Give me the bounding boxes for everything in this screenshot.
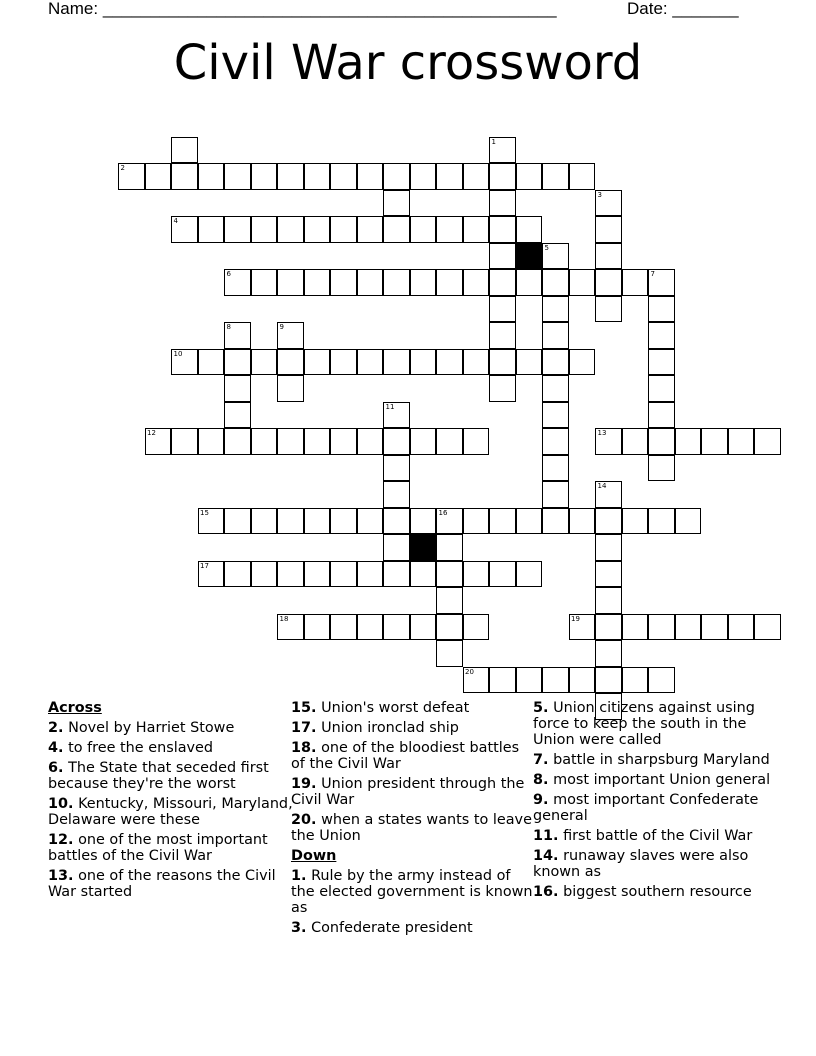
clue-text: Union's worst defeat [321,700,470,716]
clue-number-label: 5. [533,700,549,716]
crossword-cell[interactable] [304,428,331,455]
crossword-cell[interactable] [648,614,675,641]
crossword-cell[interactable] [463,349,490,376]
crossword-cell[interactable] [251,163,278,190]
crossword-cell[interactable] [383,216,410,243]
crossword-cell[interactable] [542,269,569,296]
crossword-cell[interactable] [648,269,675,296]
clue-number: 12 [147,429,156,437]
crossword-cell[interactable] [489,349,516,376]
crossword-cell[interactable] [436,508,463,535]
crossword-cell[interactable] [542,296,569,323]
crossword-cell[interactable] [489,296,516,323]
name-label: Name: [48,0,99,18]
crossword-cell[interactable] [489,375,516,402]
crossword-cell[interactable] [251,349,278,376]
crossword-cell[interactable] [410,508,437,535]
date-label: Date: [627,0,668,18]
clue-text: The State that seceded first because they're the worst [48,760,269,792]
clue-number-label: 4. [48,740,64,756]
clue-item [533,848,778,880]
crossword-cell[interactable] [463,561,490,588]
crossword-cell[interactable] [436,587,463,614]
clue-number-label: 17. [291,720,317,736]
crossword-cell[interactable] [648,402,675,429]
crossword-cell[interactable] [383,269,410,296]
crossword-cell[interactable] [304,561,331,588]
clue-text: most important Union general [553,772,771,788]
crossword-cell[interactable] [542,375,569,402]
crossword-cell[interactable] [277,614,304,641]
crossword-cell[interactable] [198,561,225,588]
crossword-cell[interactable] [410,163,437,190]
crossword-cell[interactable] [436,349,463,376]
crossword-cell[interactable] [436,561,463,588]
clue-item [48,720,293,736]
crossword-cell[interactable] [383,163,410,190]
crossword-cell[interactable] [728,614,755,641]
crossword-cell[interactable] [542,243,569,270]
clue-item [533,792,778,824]
crossword-cell[interactable] [463,163,490,190]
crossword-cell[interactable] [198,216,225,243]
crossword-cell[interactable] [675,508,702,535]
clue-number: 5 [544,243,549,252]
crossword-cell[interactable] [595,269,622,296]
crossword-cell[interactable] [277,428,304,455]
crossword-cell[interactable] [383,561,410,588]
clue-number-label: 8. [533,772,549,788]
crossword-cell[interactable] [118,163,145,190]
crossword-cell[interactable] [648,322,675,349]
clue-number-label: 12. [48,832,74,848]
clue-item [533,828,778,844]
crossword-cell[interactable] [251,561,278,588]
crossword-cell[interactable] [171,137,198,164]
crossword-cell[interactable] [516,561,543,588]
clue-item [291,868,536,916]
clue-text: Union president through the Civil War [291,776,525,808]
crossword-cell[interactable] [595,428,622,455]
crossword-cell[interactable] [542,349,569,376]
crossword-cell[interactable] [648,296,675,323]
crossword-cell[interactable] [304,163,331,190]
clue-number: 17 [200,561,209,570]
crossword-cell[interactable] [224,322,251,349]
clue-item [48,832,293,864]
crossword-cell[interactable] [410,269,437,296]
clue-number: 2 [120,164,125,172]
clue-item [291,740,536,772]
crossword-cell[interactable] [701,614,728,641]
crossword-cell[interactable] [304,269,331,296]
crossword-cell[interactable] [489,243,516,270]
clue-number-label: 3. [291,920,307,936]
crossword-cell[interactable] [754,614,781,641]
crossword-cell[interactable] [251,269,278,296]
crossword-cell[interactable] [224,508,251,535]
crossword-cell[interactable] [330,508,357,535]
crossword-cell[interactable] [463,269,490,296]
crossword-cell[interactable] [595,296,622,323]
crossword-cell[interactable] [489,163,516,190]
crossword-cell[interactable] [145,163,172,190]
section-heading: Down [291,848,337,864]
crossword-cell[interactable] [277,163,304,190]
crossword-cell[interactable] [542,428,569,455]
crossword-cell[interactable] [198,508,225,535]
clue-text: Union citizens against using force to keep the south in the Union were called [533,700,755,748]
crossword-cell[interactable] [648,455,675,482]
crossword-cell[interactable] [198,428,225,455]
crossword-cell[interactable] [516,163,543,190]
clue-number: 9 [279,323,284,331]
crossword-cell[interactable] [595,216,622,243]
crossword-cell[interactable] [224,269,251,296]
crossword-cell[interactable] [251,508,278,535]
clue-text: Rule by the army instead of the elected government is known as [291,868,533,916]
clue-number: 6 [226,270,231,278]
crossword-cell[interactable] [330,163,357,190]
crossword-cell[interactable] [622,614,649,641]
clue-item [533,884,778,900]
clue-item [291,720,536,736]
clue-number: 14 [597,482,607,490]
crossword-cell[interactable] [516,349,543,376]
crossword-cell[interactable] [171,349,198,376]
crossword-cell[interactable] [701,428,728,455]
crossword-cell[interactable] [224,428,251,455]
clue-text: one of the most important battles of the Civil War [48,832,268,864]
clue-number-label: 20. [291,812,317,828]
crossword-cell[interactable] [330,216,357,243]
crossword-cell[interactable] [463,428,490,455]
crossword-cell[interactable] [357,269,384,296]
clue-number: 19 [571,614,580,623]
clue-number-label: 6. [48,760,64,776]
crossword-cell[interactable] [224,349,251,376]
crossword-cell[interactable] [383,534,410,561]
crossword-cell[interactable] [516,508,543,535]
clue-item [533,772,778,788]
crossword-cell[interactable] [489,508,516,535]
crossword-cell[interactable] [489,216,516,243]
crossword-cell[interactable] [569,269,596,296]
crossword-cell[interactable] [304,349,331,376]
clue-number: 8 [226,323,231,331]
crossword-cell[interactable] [277,561,304,588]
crossword-cell[interactable] [330,561,357,588]
clue-text: first battle of the Civil War [563,828,753,844]
crossword-cell[interactable] [277,349,304,376]
clue-text: one of the bloodiest battles of the Civil War [291,740,520,772]
crossword-cell[interactable] [357,614,384,641]
crossword-cell[interactable] [463,667,490,694]
clue-item [533,700,778,748]
crossword-cell[interactable] [436,640,463,667]
crossword-cell[interactable] [516,216,543,243]
crossword-cell[interactable] [489,269,516,296]
crossword-cell[interactable] [357,561,384,588]
crossword-cell[interactable] [410,561,437,588]
crossword-cell[interactable] [595,587,622,614]
crossword-cell[interactable] [224,375,251,402]
clue-number-label: 18. [291,740,317,756]
crossword-cell[interactable] [595,640,622,667]
crossword-cell[interactable] [277,508,304,535]
crossword-cell[interactable] [595,561,622,588]
clue-item [48,868,293,900]
crossword-cell[interactable] [542,455,569,482]
crossword-cell[interactable] [436,614,463,641]
clue-number-label: 15. [291,700,317,716]
clue-number-label: 19. [291,776,317,792]
crossword-cell[interactable] [648,667,675,694]
crossword-cell[interactable] [304,614,331,641]
clue-text: when a states wants to leave the Union [291,812,532,844]
clue-number-label: 1. [291,868,307,884]
crossword-cell[interactable] [489,561,516,588]
clue-text: biggest southern resource [563,884,752,900]
crossword-cell[interactable] [542,322,569,349]
crossword-cell[interactable] [675,614,702,641]
crossword-cell[interactable] [436,216,463,243]
crossword-cell[interactable] [622,667,649,694]
clue-number: 7 [650,270,655,278]
crossword-cell[interactable] [436,428,463,455]
crossword-cell[interactable] [595,190,622,217]
crossword-cell[interactable] [542,402,569,429]
crossword-cell[interactable] [516,667,543,694]
clue-item [533,752,778,768]
crossword-cell[interactable] [489,190,516,217]
crossword-cell[interactable] [542,667,569,694]
crossword-cell[interactable] [489,322,516,349]
crossword-cell[interactable] [383,508,410,535]
crossword-cell[interactable] [595,243,622,270]
crossword-cell[interactable] [410,614,437,641]
clue-number: 1 [491,137,496,146]
crossword-cell[interactable] [436,269,463,296]
crossword-cell[interactable] [569,667,596,694]
crossword-cell[interactable] [648,349,675,376]
clue-text: to free the enslaved [68,740,214,756]
crossword-cell[interactable] [595,614,622,641]
crossword-cell[interactable] [330,269,357,296]
black-square [410,534,437,561]
crossword-cell[interactable] [277,322,304,349]
date-line: _______ [672,0,739,18]
crossword-cell[interactable] [357,508,384,535]
clue-number-label: 11. [533,828,559,844]
crossword-cell[interactable] [198,349,225,376]
crossword-cell[interactable] [224,561,251,588]
crossword-cell[interactable] [648,428,675,455]
crossword-cell[interactable] [277,216,304,243]
clue-number: 4 [173,217,178,225]
clue-text: runaway slaves were also known as [533,848,749,880]
clue-item [291,776,536,808]
crossword-cell[interactable] [383,428,410,455]
crossword-cell[interactable] [304,216,331,243]
crossword-cell[interactable] [383,481,410,508]
crossword-cell[interactable] [171,216,198,243]
crossword-cell[interactable] [463,216,490,243]
crossword-cell[interactable] [542,508,569,535]
clue-number-label: 9. [533,792,549,808]
crossword-cell[interactable] [569,163,596,190]
clue-number: 10 [173,349,183,358]
crossword-cell[interactable] [595,534,622,561]
clue-item [48,796,293,828]
crossword-cell[interactable] [463,614,490,641]
crossword-cell[interactable] [198,163,225,190]
page-title: Civil War crossword [173,35,643,91]
crossword-cell[interactable] [330,428,357,455]
crossword-cell[interactable] [304,508,331,535]
crossword-cell[interactable] [754,428,781,455]
clue-number-label: 2. [48,720,64,736]
clue-text: Kentucky, Missouri, Maryland, Delaware were these [48,796,293,828]
crossword-cell[interactable] [569,508,596,535]
crossword-cell[interactable] [463,508,490,535]
clue-item [291,920,536,936]
crossword-cell[interactable] [277,269,304,296]
clues-column-1 [48,700,293,904]
crossword-cell[interactable] [542,481,569,508]
clue-number: 18 [279,614,289,623]
crossword-cell[interactable] [171,428,198,455]
crossword-cell[interactable] [436,163,463,190]
crossword-cell[interactable] [383,349,410,376]
crossword-cell[interactable] [622,428,649,455]
crossword-cell[interactable] [675,428,702,455]
crossword-cell[interactable] [383,455,410,482]
clue-item [291,812,536,844]
clue-number: 13 [597,429,607,437]
clue-number-label: 10. [48,796,74,812]
crossword-cell[interactable] [595,667,622,694]
crossword-cell[interactable] [516,269,543,296]
clues-column-2 [291,700,536,940]
crossword-cell[interactable] [357,216,384,243]
crossword-cell[interactable] [622,269,649,296]
clue-number-label: 7. [533,752,549,768]
clue-text: most important Confederate general [533,792,759,824]
crossword-cell[interactable] [224,402,251,429]
clue-number-label: 13. [48,868,74,884]
crossword-cell[interactable] [622,508,649,535]
clue-item [291,700,536,716]
clue-number: 3 [597,190,602,199]
clue-number-label: 14. [533,848,559,864]
crossword-cell[interactable] [277,375,304,402]
crossword-cell[interactable] [383,190,410,217]
crossword-cell[interactable] [383,402,410,429]
crossword-cell[interactable] [224,216,251,243]
section-heading: Across [48,700,102,716]
crossword-cell[interactable] [489,667,516,694]
clue-text: Union ironclad ship [321,720,459,736]
crossword-cell[interactable] [410,428,437,455]
clue-number: 16 [438,508,448,517]
black-square [516,243,543,270]
crossword-cell[interactable] [251,428,278,455]
crossword-cell[interactable] [542,163,569,190]
crossword-cell[interactable] [171,163,198,190]
crossword-cell[interactable] [436,534,463,561]
crossword-cell[interactable] [569,349,596,376]
crossword-cell[interactable] [357,163,384,190]
clue-number: 11 [385,402,395,411]
crossword-cell[interactable] [251,216,278,243]
clue-text: Confederate president [311,920,473,936]
clue-text: Novel by Harriet Stowe [68,720,235,736]
clue-number: 15 [200,508,209,517]
crossword-cell[interactable] [383,614,410,641]
name-line: ________________________________________________ [102,0,557,18]
crossword-cell[interactable] [224,163,251,190]
crossword-cell[interactable] [595,508,622,535]
crossword-cell[interactable] [569,614,596,641]
crossword-cell[interactable] [648,508,675,535]
clue-number: 20 [465,667,474,676]
clues-column-3 [533,700,778,904]
crossword-cell[interactable] [330,349,357,376]
crossword-cell[interactable] [357,349,384,376]
crossword-cell[interactable] [595,481,622,508]
crossword-cell[interactable] [145,428,172,455]
crossword-cell[interactable] [330,614,357,641]
crossword-cell[interactable] [489,137,516,164]
crossword-cell[interactable] [357,428,384,455]
clue-text: battle in sharpsburg Maryland [553,752,770,768]
clue-number-label: 16. [533,884,559,900]
clue-item [48,760,293,792]
crossword-cell[interactable] [728,428,755,455]
clue-item [48,740,293,756]
crossword-cell[interactable] [410,349,437,376]
crossword-cell[interactable] [410,216,437,243]
clue-text: one of the reasons the Civil War started [48,868,276,900]
crossword-cell[interactable] [648,375,675,402]
